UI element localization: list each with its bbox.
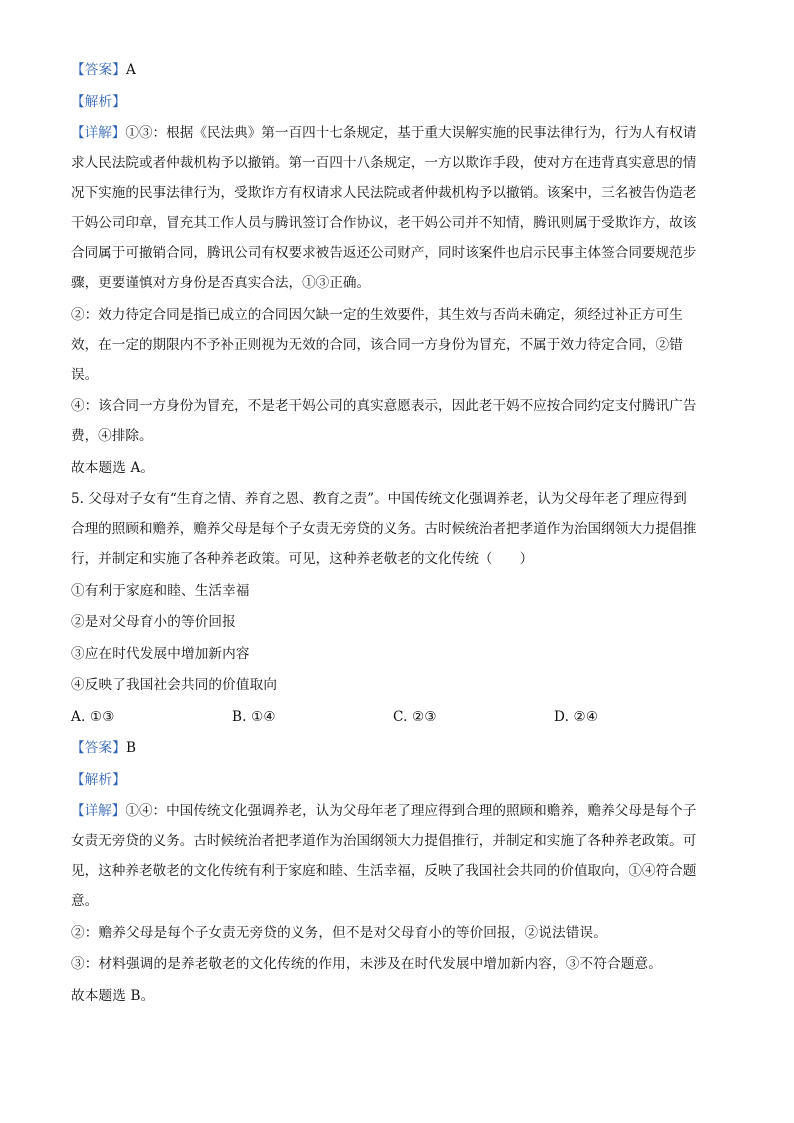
option-a: A. ①③	[71, 708, 115, 725]
q4-answer-line	[71, 60, 731, 81]
q5-statement-4: ④反映了我国社会共同的价值取向	[71, 677, 278, 693]
q5-point-2: ②：赡养父母是每个子女责无旁贷的义务，但不是对父母育小的等价回报，②说法错误。	[71, 924, 608, 941]
document-page	[71, 60, 731, 1017]
q5-stem: 5. 父母对子女有“生育之情、养育之恩、教育之责”。中国传统文化强调养老，认为父母年老了理应得到 合理的照顾和赡养，赡养父母是每个子女责无旁贷的义务。古时候统治者把孝道作为治国纲领大力提倡推 行，并制定和实施了各种养老政策。可见，这种养老敬老的文化传统（ ）	[71, 491, 697, 567]
option-c: C. ②③	[393, 708, 437, 725]
option-d: D. ②④	[554, 708, 599, 725]
q4-answer-value: A	[126, 62, 136, 78]
q5-answer-value: B	[126, 740, 137, 756]
analysis-tag: 【解析】	[71, 771, 126, 788]
q4-point-4: ④：该合同一方身份为冒充，不是老干妈公司的真实意愿表示，因此老干妈不应按合同约定支付腾讯广告 费，④排除。	[71, 398, 697, 444]
q5-statement-1: ①有利于家庭和睦、生活幸福	[71, 582, 250, 599]
detail-tag: 【详解】	[71, 803, 126, 819]
option-b: B. ①④	[232, 708, 276, 725]
q4-detail: 【详解】①③：根据《民法典》第一百四十七条规定，基于重大误解实施的民事法律行为，行为人有权请 求人民法院或者仲裁机构予以撤销。第一百四十八条规定，一方以欺诈手段，使对方在违背真实意思的情 况下实施的民事法律行为，受欺诈方有权请求人民法院或者仲裁机构予以撤销。该案中，三名被告伪造老 干妈公司印章，冒充其工作人员与腾讯签订合作协议，老干妈公司并不知情，腾讯则属于受欺诈方，故该 合同属于可撤销合同，腾讯公司有权要求被告返还公司财产，同时该案件也启示民事主体签合同要规范步 骤，更要谨慎对方身份是否真实合法，①③正确。	[71, 125, 697, 291]
q5-options	[71, 707, 731, 728]
q5-conclusion: 故本题选 B。	[71, 987, 155, 1004]
q5-statement-2: ②是对父母育小的等价回报	[71, 614, 236, 630]
detail-tag: 【详解】	[71, 125, 126, 141]
q5-statement-3: ③应在时代发展中增加新内容	[71, 645, 250, 662]
answer-tag: 【答案】	[71, 740, 126, 756]
analysis-tag: 【解析】	[71, 93, 126, 110]
q5-point-3: ③：材料强调的是养老敬老的文化传统的作用，未涉及在时代发展中增加新内容，③不符合题意。	[71, 956, 662, 972]
q5-detail: 【详解】①④：中国传统文化强调养老，认为父母年老了理应得到合理的照顾和赡养，赡养父母是每个子 女责无旁贷的义务。古时候统治者把孝道作为治国纲领大力提倡推行，并制定和实施了各种养老政策。可 见，这种养老敬老的文化传统有利于家庭和睦、生活幸福，反映了我国社会共同的价值取向，①④符合题 意。	[71, 803, 697, 909]
answer-tag: 【答案】	[71, 62, 126, 78]
q4-point-2: ②：效力待定合同是指已成立的合同因欠缺一定的生效要件，其生效与否尚未确定，须经过补正方可生 效，在一定的期限内不予补正则视为无效的合同，该合同一方身份为冒充，不属于效力待定合同，②错 误。	[71, 306, 683, 383]
q5-answer-line	[71, 738, 731, 759]
q5-analysis-line	[71, 770, 731, 791]
q4-conclusion: 故本题选 A。	[71, 459, 155, 476]
q4-analysis-line	[71, 92, 731, 113]
